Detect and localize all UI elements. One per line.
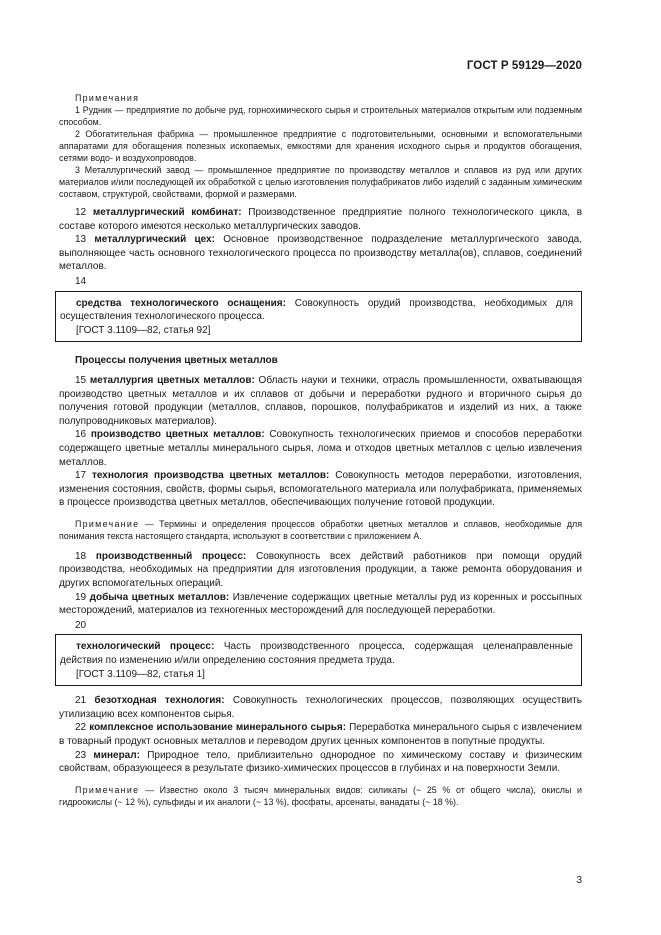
note-label: Примечание (75, 518, 140, 529)
term-14: средства технологического оснащения: Совокупность орудий производства, необходимых для осуществления технологического процесса. (60, 297, 574, 323)
note-2: 2 Обогатительная фабрика — промышленное предприятие с подготовительными, основными и вспомогательными аппаратами для обогащения полезных ископаемых, емкостями для хранения исходного сырья и продуктов обогащения, сетями водо- и воздухопроводов. (59, 129, 582, 163)
term-20-source: [ГОСТ 3.1109—82, статья 1] (76, 668, 205, 680)
term-14-name: средства технологического оснащения: (76, 297, 286, 309)
section-title: Процессы получения цветных металлов (75, 355, 278, 367)
term-15-name: металлургия цветных металлов: (89, 374, 255, 386)
note-3: 3 Металлургический завод — промышленное предприятие по производству металлов и сплавов из руд или других материалов и/или последующей их обработкой с целью изготовления полуфабрикатов либо изделий с заданным химическим составом, структурой, свойствами, формой и размерами. (59, 165, 582, 199)
term-18: 18 производственный процесс: Совокупность всех действий работников при помощи орудий производства, необходимых на предприятии для изготовления продукции, а также ремонта оборудования и других вспомогательных операций. (59, 550, 583, 590)
term-14-source: [ГОСТ 3.1109—82, статья 92] (76, 324, 211, 336)
term-19-name: добыча цветных металлов: (89, 591, 230, 603)
term-18-name: производственный процесс: (95, 550, 247, 562)
term-23: 23 минерал: Природное тело, приблизительно однородное по химическому составу и физическим свойствам, образующееся в результате физико-химических процессов в глубинах и на поверхности Земли. (59, 749, 582, 775)
term-12-name: металлургический комбинат: (92, 207, 242, 218)
note-1: 1 Рудник — предприятие по добыче руд, горнохимического сырья и строительных материалов открытым или подземным способом. (59, 105, 582, 127)
term-21-name: безотходная технология: (94, 695, 225, 707)
term-16-name: производство цветных металлов: (90, 429, 265, 441)
note-processes: Примечание — Термины и определения процессов обработки цветных металлов и сплавов, необходимые для понимания текста настоящего стандарта, используют в соответствии с приложением А. (59, 518, 582, 541)
term-20-name: технологический процесс: (76, 641, 215, 653)
page-number: 3 (576, 875, 582, 886)
term-21: 21 безотходная технология: Совокупность технологических процессов, позволяющих осуществить утилизацию всех компонентов сырья. (59, 695, 582, 720)
term-13-name: металлургический цех: (94, 234, 215, 246)
notes-label: Примечания (75, 93, 140, 103)
term-17: 17 технология производства цветных металлов: Совокупность методов переработки, изготовления, изменения состояния, свойств, формы сырья, вспомогательного материала или полуфабриката, применяемых в процессе производства цветных металлов, обеспечивающих получение готовой продукции. (59, 470, 582, 509)
term-22: 22 комплексное использование минерального сырья: Переработка минерального сырья с извлечением в товарный продукт основных металлов и переводом других ценных компонентов в попутные продукты. (59, 722, 582, 747)
term-16: 16 производство цветных металлов: Совокупность технологических приемов и способов переработки содержащего цветные металлы минерального сырья, лома и отходов цветных металлов с целью извлечения металлов. (59, 429, 582, 468)
term-12: 12 металлургический комбинат: Производственное предприятие полного технологического цикла, в составе которого имеются несколько металлургических заводов. (59, 207, 583, 232)
term-20: технологический процесс: Часть производственного процесса, содержащая целенаправленные действия по изменению и/или определению состояния предмета труда. (60, 641, 573, 667)
document-code: ГОСТ Р 59129—2020 (466, 60, 582, 72)
term-17-name: технология производства цветных металлов: (91, 470, 330, 482)
term-15: 15 металлургия цветных металлов: Область науки и техники, отрасль промышленности, охватывающая производство цветных металлов и их сплавов от добычи и переработки рудного и вторичного сырья до получения готовой продукции (металлов, сплавов, порошков, полуфабрикатов и изделий из них, а также полупроводниковых материалов). (59, 374, 583, 427)
note-label: Примечание (75, 784, 140, 795)
term-19: 19 добыча цветных металлов: Извлечение содержащих цветные металлы руд из коренных и россыпных месторождений, материалов из техногенных месторождений для последующей переработки. (59, 591, 582, 617)
term-14-number: 14 (75, 275, 87, 287)
term-14-box (55, 291, 582, 343)
term-22-name: комплексное использование минерального сырья: (89, 722, 347, 734)
term-23-name: минерал: (93, 749, 140, 761)
term-20-number: 20 (75, 619, 87, 631)
note-minerals: Примечание — Известно около 3 тысяч минеральных видов: силикаты (~ 25 % от общего числа), окислы и гидроокислы (~ 12 %), сульфиды и их аналоги (~ 13 %), фосфаты, арсенаты, ванадаты (~ 18 %). (59, 784, 582, 807)
document-body (59, 92, 582, 808)
term-20-box (55, 634, 582, 686)
term-13: 13 металлургический цех: Основное производственное подразделение металлургического завода, выполняющее часть основного технологического процесса по производству металла(ов), сплавов, соединений металлов. (59, 234, 583, 273)
